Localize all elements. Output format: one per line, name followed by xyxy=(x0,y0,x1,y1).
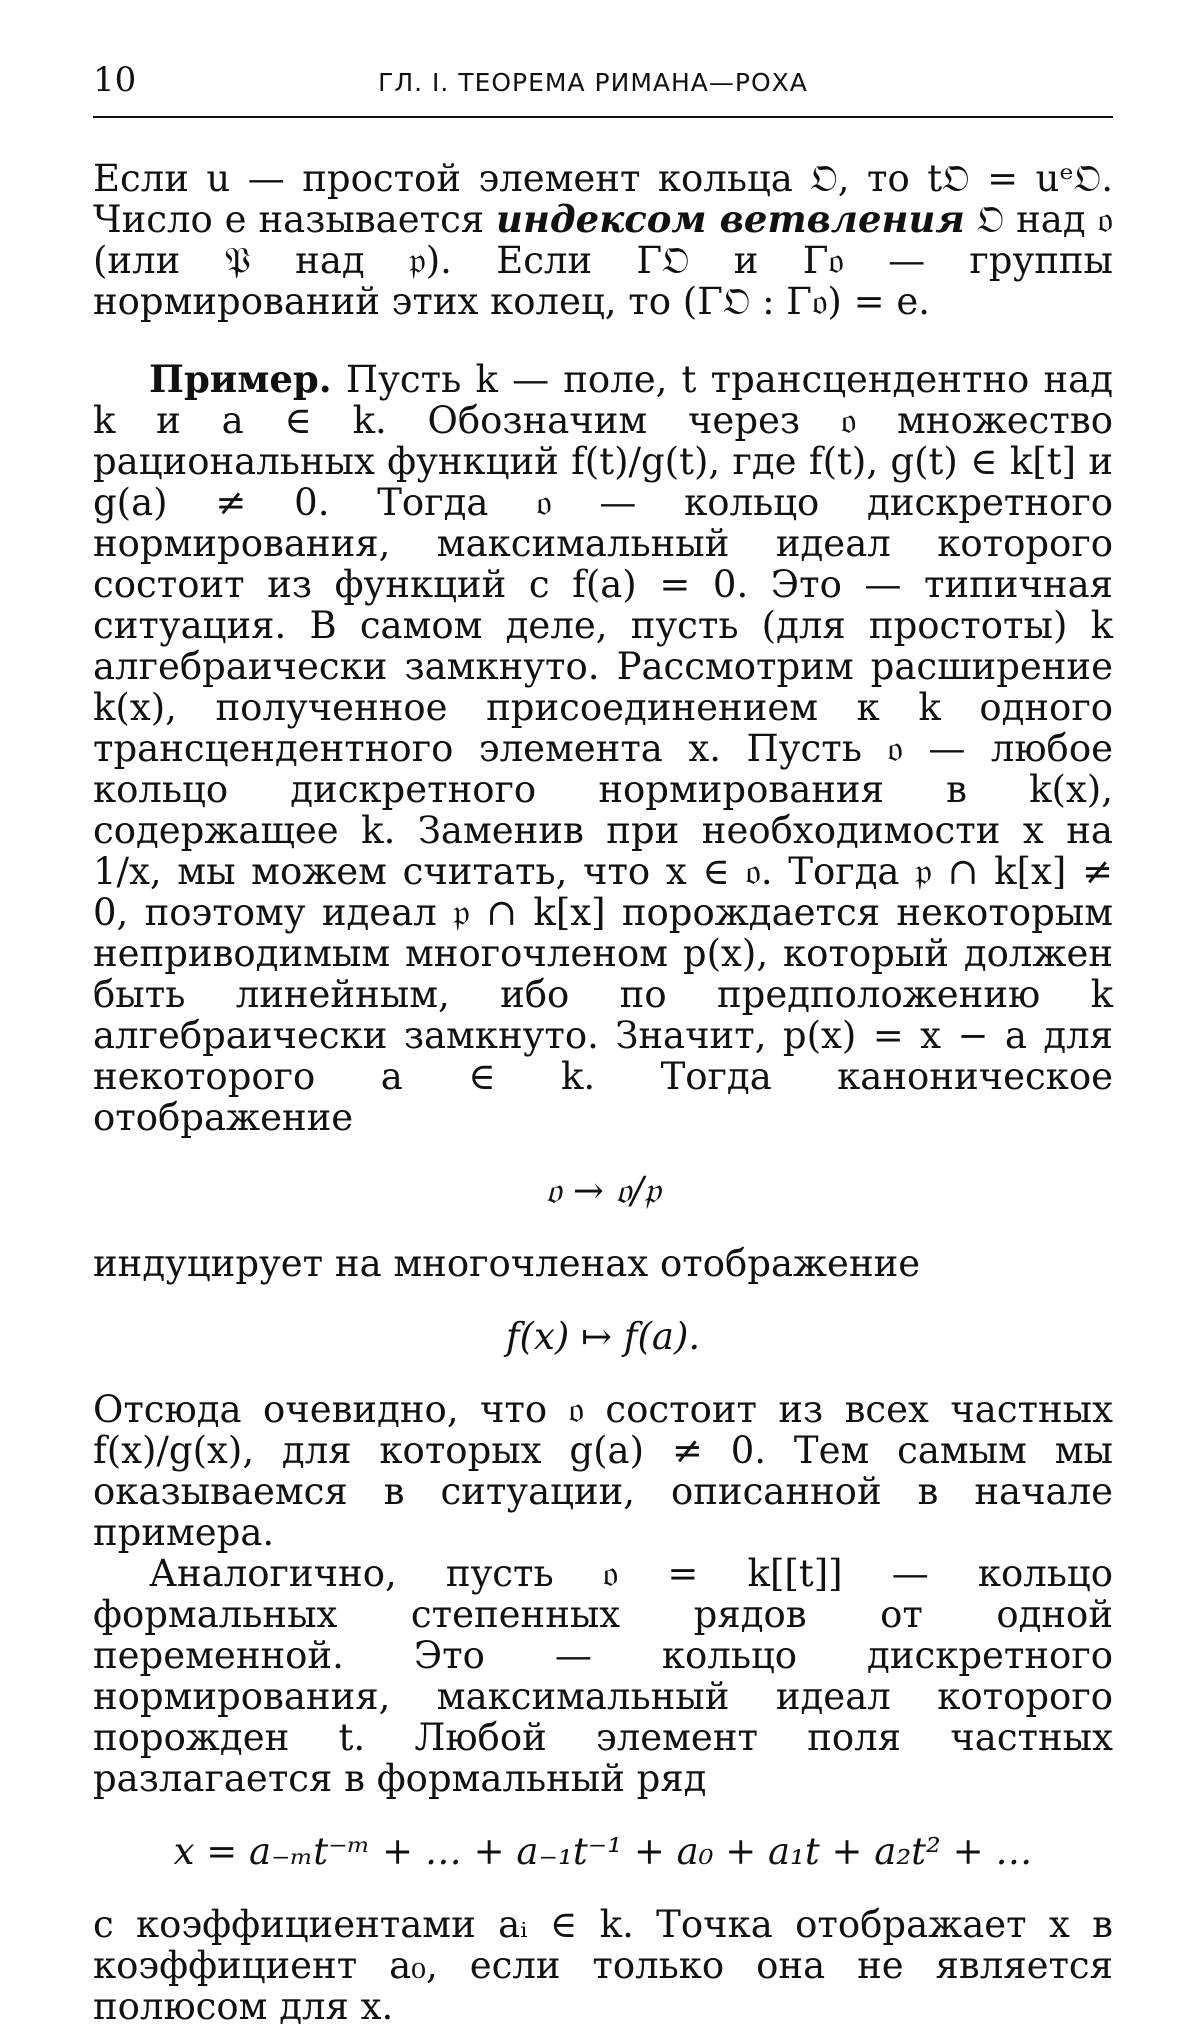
paragraph-consequence: Отсюда очевидно, что 𝔬 состоит из всех частных f(x)/g(x), для которых g(a) ≠ 0. Тем самым мы оказываемся в ситуации, описанной в начале примера. xyxy=(93,1388,1113,1554)
running-head: ГЛ. I. ТЕОРЕМА РИМАНА—РОХА xyxy=(378,68,808,97)
page-header xyxy=(93,60,1113,118)
paragraph-example xyxy=(93,359,1113,1138)
formula-canonical-map: 𝔬 → 𝔬/𝔭 xyxy=(545,1169,661,1212)
book-page xyxy=(93,60,1113,2027)
example-runin: Пример. xyxy=(149,357,332,401)
page-number: 10 xyxy=(93,60,137,100)
formula-evaluation-map: f(x) ↦ f(a). xyxy=(505,1315,701,1358)
example-text: Пусть k — поле, t трансцендентно над k и a ∈ k. Обозначим через 𝔬 множество рациональных функций f(t)/g(t), где f(t), g(t) ∈ k[t] и g(a) ≠ 0. Тогда 𝔬 — кольцо дискретного нормирования, максимальный идеал которого состоит из функций с f(a) = 0. Это — типичная ситуация. В самом деле, пусть (для простоты) k алгебраически замкнуто. Рассмотрим расширение k(x), полученное присоединением к k одного трансцендентного элемента x. Пусть 𝔬 — любое кольцо дискретного нормирования в k(x), содержащее k. Заменив при необходимости x на 1/x, мы можем считать, что x ∈ 𝔬. Тогда 𝔭 ∩ k[x] ≠ 0, поэтому идеал 𝔭 ∩ k[x] порождается некоторым неприводимым многочленом p(x), который должен быть линейным, ибо по предположению k алгебраически замкнуто. Значит, p(x) = x − a для некоторого a ∈ k. Тогда каноническое отображение xyxy=(93,358,1113,1139)
formula-laurent-series: x = a₋ₘt⁻ᵐ + … + a₋₁t⁻¹ + a₀ + a₁t + a₂t² + … xyxy=(173,1830,1033,1873)
paragraph-coefficients: с коэффициентами aᵢ ∈ k. Точка отображает x в коэффициент a₀, если только она не является полюсом для x. xyxy=(93,1903,1113,2028)
paragraph-power-series: Аналогично, пусть 𝔬 = k[[t]] — кольцо формальных степенных рядов от одной переменной. Это — кольцо дискретного нормирования, максимальный идеал которого порожден t. Любой элемент поля частных разлагается в формальный ряд xyxy=(93,1552,1113,1800)
paragraph-ramification-index: Если u — простой элемент кольца 𝔒, то t𝔒 = uᵉ𝔒. Число e называется индексом ветвления 𝔒 над 𝔬 (или 𝔓 над 𝔭). Если Γ𝔒 и Γ𝔬 — группы нормирований этих колец, то (Γ𝔒 : Γ𝔬) = e. xyxy=(93,157,1113,323)
emphasized-term: индексом ветвления xyxy=(496,197,965,241)
paragraph-induces: индуцирует на многочленах отображение xyxy=(93,1242,921,1285)
